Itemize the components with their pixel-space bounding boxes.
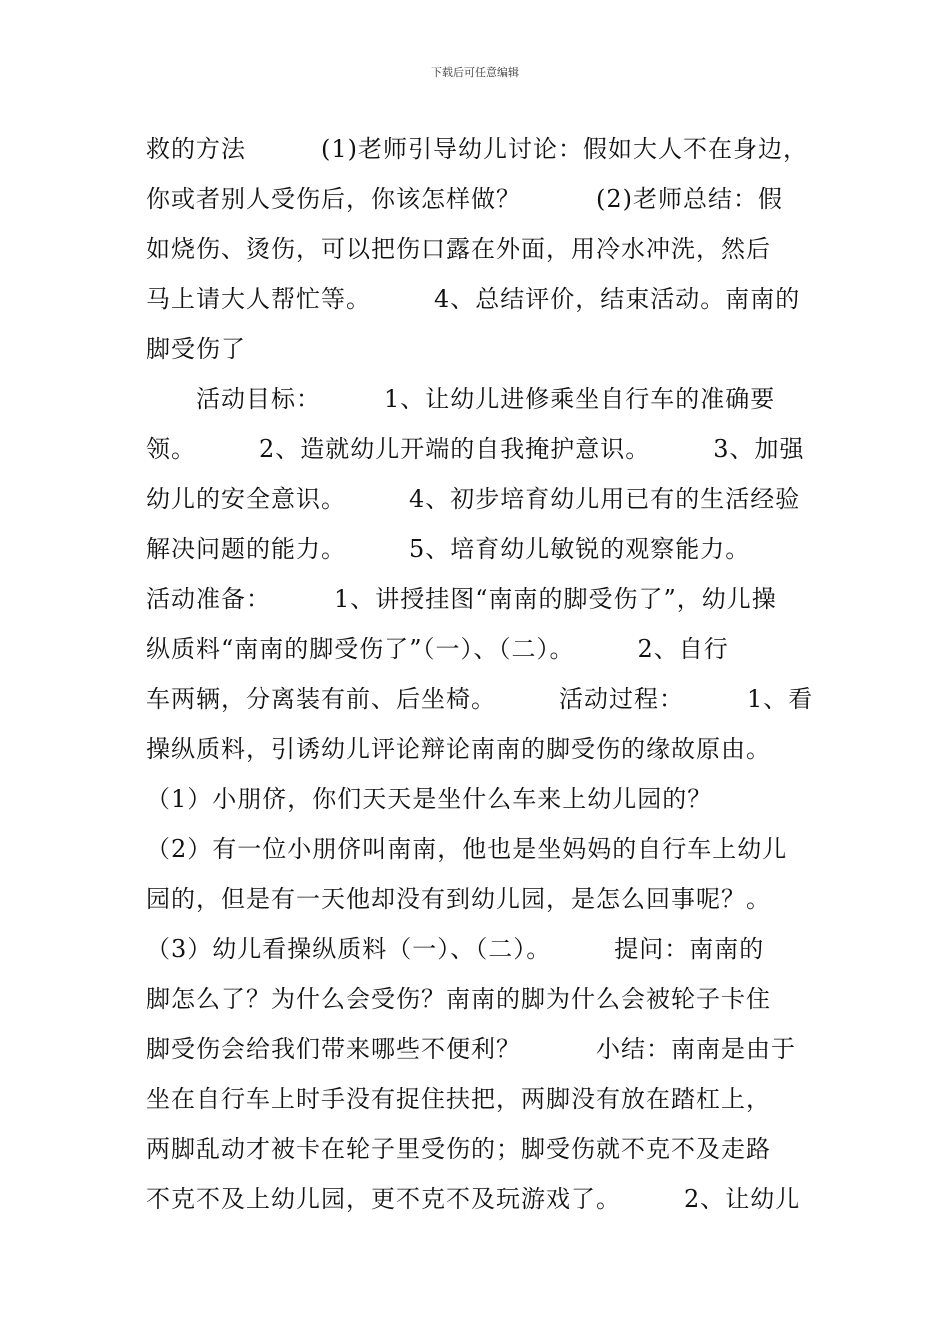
text-line: （2）有一位小朋侪叫南南，他也是坐妈妈的自行车上幼儿 [146,835,788,863]
text-line: 救的方法 (1)老师引导幼儿讨论：假如大人不在身边， [146,135,808,163]
text-line: 活动目标： 1、让幼儿进修乘坐自行车的准确要 [146,385,776,413]
text-line: 车两辆，分离装有前、后坐椅。 活动过程： 1、看 [146,685,814,713]
text-line: 解决问题的能力。 5、培育幼儿敏锐的观察能力。 [146,535,751,563]
text-line: 脚受伤了 [146,335,246,363]
text-line: （3）幼儿看操纵质料（一）、（二）。 提问：南南的 [146,935,765,963]
text-line: 领。 2、造就幼儿开端的自我掩护意识。 3、加强 [146,435,805,463]
text-line: 活动准备： 1、讲授挂图“南南的脚受伤了”，幼儿操 [146,585,777,613]
text-line: 园的，但是有一天他却没有到幼儿园，是怎么回事呢？。 [146,885,771,913]
text-line: 脚怎么了？为什么会受伤？南南的脚为什么会被轮子卡住 [146,985,771,1013]
text-line: 不克不及上幼儿园，更不克不及玩游戏了。 2、让幼儿 [146,1185,801,1213]
text-line: 你或者别人受伤后，你该怎样做？ (2)老师总结：假 [146,185,783,213]
text-line: 坐在自行车上时手没有捉住扶把，两脚没有放在踏杠上， [146,1085,771,1113]
text-line: 马上请大人帮忙等。 4、总结评价，结束活动。南南的 [146,285,801,313]
text-line: 两脚乱动才被卡在轮子里受伤的；脚受伤就不克不及走路 [146,1135,771,1163]
text-line: 幼儿的安全意识。 4、初步培育幼儿用已有的生活经验 [146,485,801,513]
text-line: 如烧伤、烫伤，可以把伤口露在外面，用冷水冲洗，然后 [146,235,771,263]
page-header: 下载后可任意编辑 [431,66,519,79]
text-line: 操纵质料，引诱幼儿评论辩论南南的脚受伤的缘故原由。 [146,735,771,763]
text-line: （1）小朋侪，你们天天是坐什么车来上幼儿园的？ [146,785,713,813]
text-line: 脚受伤会给我们带来哪些不便利？ 小结：南南是由于 [146,1035,796,1063]
text-line: 纵质料“南南的脚受伤了”（一）、（二）。 2、自行 [146,635,729,663]
